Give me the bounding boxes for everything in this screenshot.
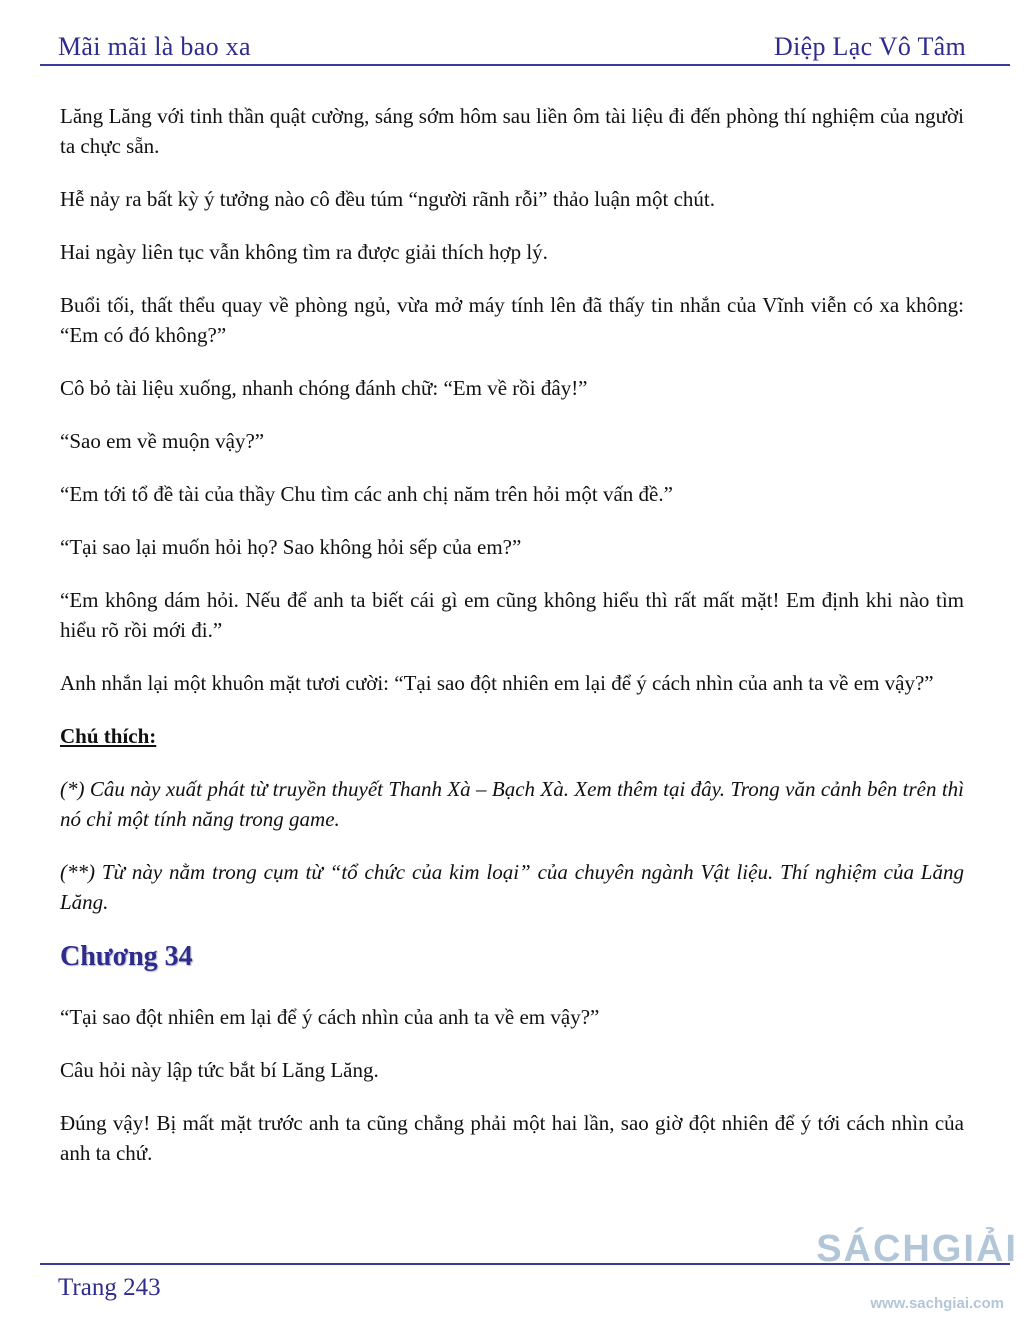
footnote: (*) Câu này xuất phát từ truyền thuyết Thanh Xà – Bạch Xà. Xem thêm tại đây. Trong văn cảnh bên trên thì nó chỉ một tính năng trong game. xyxy=(60,777,964,831)
paragraph: Hai ngày liên tục vẫn không tìm ra được giải thích hợp lý. xyxy=(60,240,548,264)
book-author: Diệp Lạc Vô Tâm xyxy=(774,32,966,61)
paragraph: Lăng Lăng với tinh thần quật cường, sáng sớm hôm sau liền ôm tài liệu đi đến phòng thí nghiệm của người ta chực sẵn. xyxy=(60,104,964,158)
paragraph: “Tại sao đột nhiên em lại để ý cách nhìn của anh ta về em vậy?” xyxy=(60,1005,600,1029)
paragraph: “Em không dám hỏi. Nếu để anh ta biết cái gì em cũng không hiểu thì rất mất mặt! Em định khi nào tìm hiểu rõ rồi mới đi.” xyxy=(60,588,964,642)
watermark-logo: SÁCHGIẢI xyxy=(816,1228,1018,1270)
page-header xyxy=(58,22,966,62)
chapter-heading: Chương 34 xyxy=(60,941,193,972)
page-content xyxy=(60,101,964,1191)
watermark xyxy=(818,1226,1018,1318)
paragraph: “Em tới tổ đề tài của thầy Chu tìm các anh chị năm trên hỏi một vấn đề.” xyxy=(60,482,673,506)
header-divider xyxy=(40,64,1010,66)
paragraph: “Tại sao lại muốn hỏi họ? Sao không hỏi sếp của em?” xyxy=(60,535,522,559)
footnote: (**) Từ này nằm trong cụm từ “tổ chức của kim loại” của chuyên ngành Vật liệu. Thí nghiệm của Lăng Lăng. xyxy=(60,860,964,914)
book-title: Mãi mãi là bao xa xyxy=(58,32,251,61)
paragraph: Buổi tối, thất thểu quay về phòng ngủ, vừa mở máy tính lên đã thấy tin nhắn của Vĩnh viễn có xa không: “Em có đó không?” xyxy=(60,293,964,347)
paragraph: Hễ nảy ra bất kỳ ý tưởng nào cô đều túm “người rãnh rỗi” thảo luận một chút. xyxy=(60,187,715,211)
paragraph: Anh nhắn lại một khuôn mặt tươi cười: “Tại sao đột nhiên em lại để ý cách nhìn của anh ta về em vậy?” xyxy=(60,671,934,695)
paragraph: Đúng vậy! Bị mất mặt trước anh ta cũng chẳng phải một hai lần, sao giờ đột nhiên để ý tới cách nhìn của anh ta chứ. xyxy=(60,1111,964,1165)
paragraph: Câu hỏi này lập tức bắt bí Lăng Lăng. xyxy=(60,1058,379,1082)
paragraph: “Sao em về muộn vậy?” xyxy=(60,429,265,453)
paragraph: Cô bỏ tài liệu xuống, nhanh chóng đánh chữ: “Em về rồi đây!” xyxy=(60,376,588,400)
notes-title: Chú thích: xyxy=(60,724,157,748)
page-number: Trang 243 xyxy=(58,1274,161,1301)
watermark-url: www.sachgiai.com xyxy=(870,1295,1004,1312)
